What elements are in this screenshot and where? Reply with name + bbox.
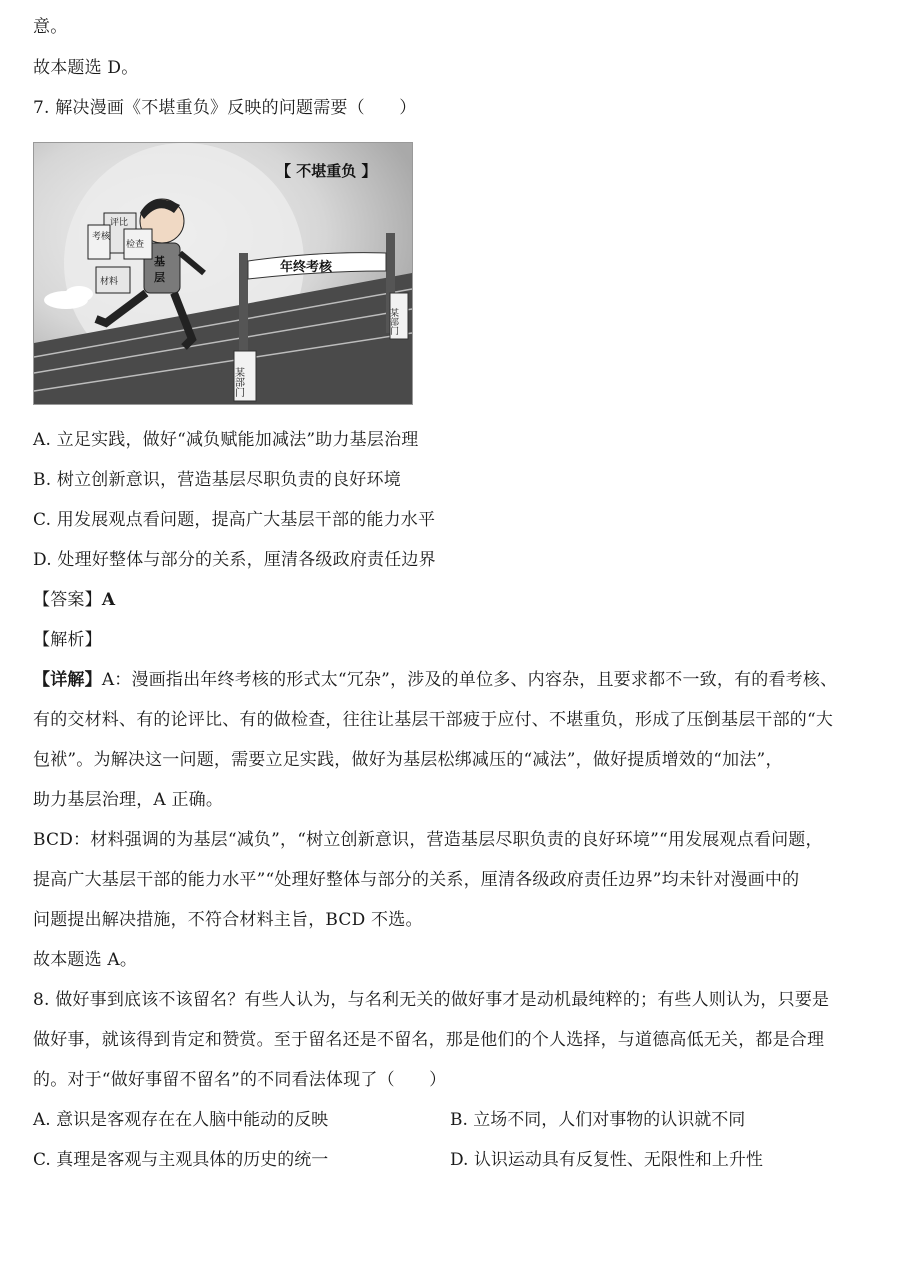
- option-8a: A. 意识是客观存在在人脑中能动的反映: [33, 1110, 329, 1130]
- option-7b: B. 树立创新意识，营造基层尽职负责的良好环境: [33, 470, 401, 490]
- answer-line: [33, 589, 115, 611]
- option-7c: C. 用发展观点看问题，提高广大基层干部的能力水平: [33, 510, 436, 530]
- detail-line-2: 有的交材料、有的论评比、有的做检查，往往让基层干部疲于应付、不堪重负，形成了压倒基层干部的“大: [33, 710, 834, 730]
- detail-line-4: 助力基层治理，A 正确。: [33, 790, 224, 810]
- answer-value: A: [101, 590, 116, 610]
- cartoon-image: [33, 142, 413, 405]
- detail-label: 【详解】: [33, 670, 102, 690]
- detail-line-1: [33, 669, 837, 691]
- detail-line-5: BCD：材料强调的为基层“减负”，“树立创新意识，营造基层尽职负责的良好环境”“用发展观点看问题，: [33, 830, 823, 850]
- text-line: 意。: [33, 17, 68, 37]
- option-7a: A. 立足实践，做好“减负赋能加减法”助力基层治理: [33, 430, 419, 450]
- option-7d: D. 处理好整体与部分的关系，厘清各级政府责任边界: [33, 550, 436, 570]
- question-8-line-1: 8. 做好事到底该不该留名？有些人认为，与名利无关的做好事才是动机最纯粹的；有些人则认为，只要是: [33, 990, 830, 1010]
- sign-right-label: 某部门: [388, 308, 398, 335]
- option-8b: B. 立场不同，人们对事物的认识就不同: [450, 1110, 746, 1130]
- detail-line-8: 故本题选 A。: [33, 950, 138, 970]
- question-8-line-3: 的。对于“做好事留不留名”的不同看法体现了（ ）: [33, 1070, 447, 1090]
- detail-line-6: 提高广大基层干部的能力水平”“处理好整体与部分的关系，厘清各级政府责任边界”均未针对漫画中的: [33, 870, 800, 890]
- sign-left-label: 某部门: [232, 367, 244, 397]
- analysis-label: 【解析】: [33, 630, 102, 650]
- detail-line-7: 问题提出解决措施，不符合材料主旨，BCD 不选。: [33, 910, 423, 930]
- text-line: 故本题选 D。: [33, 58, 139, 78]
- bag-label-4: 材料: [100, 277, 119, 287]
- answer-label: 【答案】: [33, 590, 102, 610]
- cartoon-banner: 年终考核: [280, 260, 333, 275]
- bag-label-2: 考核: [92, 232, 111, 242]
- detail-line-3: 包袱”。为解决这一问题，需要立足实践，做好为基层松绑减压的“减法”，做好提质增效的“加法”，: [33, 750, 783, 770]
- question-7: 7. 解决漫画《不堪重负》反映的问题需要（ ）: [33, 98, 417, 118]
- option-8d: D. 认识运动具有反复性、无限性和上升性: [450, 1150, 763, 1170]
- bag-label-3: 检查: [126, 240, 145, 250]
- option-8c: C. 真理是客观与主观具体的历史的统一: [33, 1150, 329, 1170]
- shirt-label-2: 层: [154, 271, 165, 284]
- bag-label-1: 评比: [110, 218, 129, 228]
- cartoon-title: 【 不堪重负 】: [276, 162, 377, 180]
- question-8-line-2: 做好事，就该得到肯定和赞赏。至于留名还是不留名，那是他们的个人选择，与道德高低无关，都是合理: [33, 1030, 825, 1050]
- detail-text: A：漫画指出年终考核的形式太“冗杂”，涉及的单位多、内容杂，且要求都不一致，有的看考核、: [101, 670, 838, 690]
- shirt-label-1: 基: [154, 255, 165, 268]
